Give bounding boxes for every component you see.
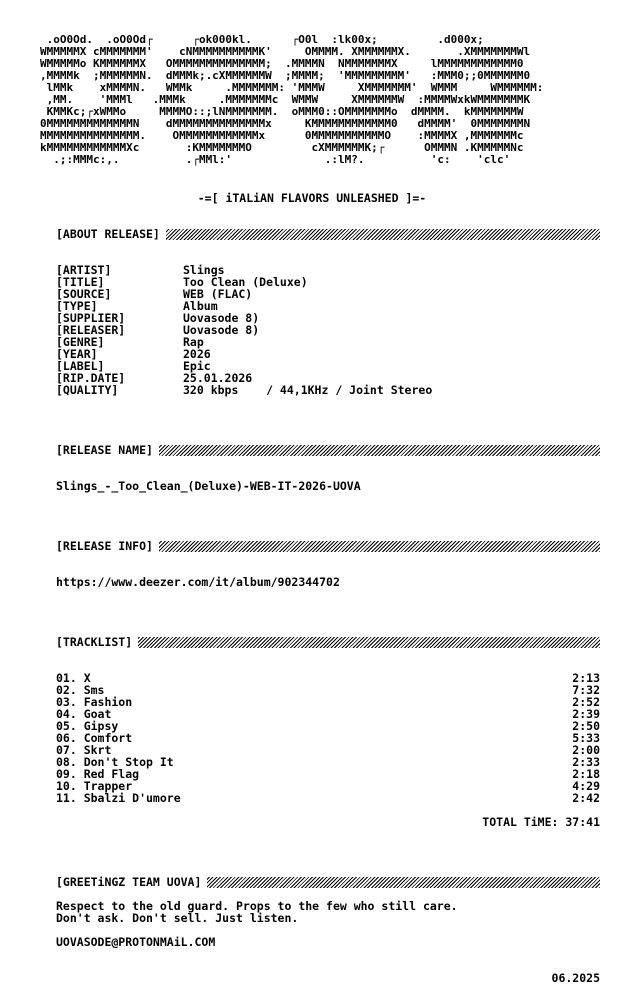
section-title-about: [ABOUT RELEASE] — [56, 227, 160, 241]
release-name-value: Slings_-_Too_Clean_(Deluxe)-WEB-IT-2026-UOVA — [56, 479, 361, 493]
logo-art-line: KMMKc;┌xWMMo MMMMO::;lNMMMMMMM. oMMM0::OMMMMMMMo dMMMM. kMMMMMMMW — [40, 105, 524, 118]
track-duration: 2:52 — [572, 695, 600, 709]
track-duration: 2:42 — [572, 791, 600, 805]
logo-art-line: .;:MMMc:,. .┌MMl:' .:lM?. 'c: 'clc' — [40, 153, 511, 166]
logo-art-lines — [40, 34, 624, 166]
about-list — [56, 264, 616, 396]
track-title: 08. Don't Stop It — [56, 755, 174, 769]
track-title: 10. Trapper — [56, 779, 133, 793]
hatch-divider — [166, 229, 600, 240]
about-key: [RIP.DATE] — [56, 371, 126, 385]
section-title-greetings: [GREETiNGZ TEAM UOVA] — [56, 875, 202, 889]
about-value: 320 kbps / 44,1KHz / Joint Stereo — [183, 383, 433, 397]
track-row — [56, 684, 600, 696]
logo-art-line: lMMk xMMMMN. WMMk .MMMMMMM: 'MMMW XMMMMMMM' WMMM WMMMMMM: — [40, 81, 544, 94]
greetings-text — [56, 900, 616, 924]
about-key: [GENRE] — [56, 335, 105, 349]
about-row — [56, 264, 616, 276]
about-row — [56, 288, 616, 300]
track-duration: 7:32 — [572, 683, 600, 697]
hatch-divider — [207, 877, 600, 888]
contact-email[interactable]: UOVASODE@PROTONMAiL.COM — [56, 935, 216, 949]
hatch-divider — [159, 541, 600, 552]
logo-art-line: .oO0Od. .oO0Od┌ ┌ok000kl. ┌O0l :lk00x; .d000x; — [40, 33, 484, 46]
about-key: [LABEL] — [56, 359, 105, 373]
track-title: 05. Gipsy — [56, 719, 119, 733]
track-row — [56, 768, 600, 780]
logo-art-line: ,MMMMk ;MMMMMMN. dMMMk;.cXMMMMMMW ;MMMM; 'MMMMMMMMM' :MMM0;;0MMMMMM0 — [40, 69, 531, 82]
logo-art-line: MMMMMMMMMMMMMMM. OMMMMMMMMMMMMx 0MMMMMMMMMMMO :MMMMX ,MMMMMMMc — [40, 129, 524, 142]
total-time: TOTAL TiME: 37:41 — [482, 815, 600, 829]
track-row — [56, 708, 600, 720]
section-header-about — [56, 227, 600, 241]
logo-art-line: kMMMMMMMMMMMMXc :KMMMMMMMO cXMMMMMMK;┌ OMMMN .KMMMMMNc — [40, 141, 524, 154]
about-key: [TYPE] — [56, 299, 98, 313]
about-value: Slings — [183, 263, 225, 277]
track-duration: 2:33 — [572, 755, 600, 769]
tagline: -=[ iTALiAN FLAVORS UNLEASHED ]=- — [197, 191, 427, 205]
section-title-release-info: [RELEASE INFO] — [56, 539, 153, 553]
track-row — [56, 720, 600, 732]
about-value: Uovasode 8) — [183, 311, 260, 325]
section-header-release-name — [56, 443, 600, 457]
track-title: 09. Red Flag — [56, 767, 140, 781]
track-duration: 2:00 — [572, 743, 600, 757]
track-duration: 2:13 — [572, 671, 600, 685]
track-title: 03. Fashion — [56, 695, 133, 709]
hatch-divider — [159, 445, 600, 456]
logo-art-line: WMMMMMX cMMMMMMM' cNMMMMMMMMMMK' OMMMM. XMMMMMMX. .XMMMMMMMWl — [40, 45, 531, 58]
about-key: [ARTIST] — [56, 263, 112, 277]
about-row — [56, 276, 616, 288]
about-value: Rap — [183, 335, 204, 349]
about-value: Album — [183, 299, 218, 313]
track-duration: 2:50 — [572, 719, 600, 733]
track-title: 06. Comfort — [56, 731, 133, 745]
about-value: 2026 — [183, 347, 211, 361]
hatch-divider — [138, 637, 600, 648]
track-row — [56, 696, 600, 708]
track-duration: 4:29 — [572, 779, 600, 793]
about-value: WEB (FLAC) — [183, 287, 253, 301]
logo-art-line: 0MMMMMMMMMMMMMN dMMMMMMMMMMMMMMx KMMMMMMMMMMMM0 dMMMM' 0MMMMMMMN — [40, 117, 531, 130]
about-key: [TITLE] — [56, 275, 105, 289]
section-header-release-info — [56, 539, 600, 553]
about-value: Too Clean (Deluxe) — [183, 275, 308, 289]
track-title: 11. Sbalzi D'umore — [56, 791, 181, 805]
about-row — [56, 324, 616, 336]
logo-art-line: WMMMMMo KMMMMMMX OMMMMMMMMMMMMMM; .MMMMN NMMMMMMMX lMMMMMMMMMMMM0 — [40, 57, 524, 70]
section-title-tracklist: [TRACKLIST] — [56, 635, 133, 649]
about-key: [YEAR] — [56, 347, 98, 361]
about-row — [56, 384, 616, 396]
track-title: 07. Skrt — [56, 743, 112, 757]
greetings-line: Respect to the old guard. Props to the few who still care. — [56, 899, 458, 913]
track-duration: 2:18 — [572, 767, 600, 781]
about-value: Epic — [183, 359, 211, 373]
about-value: 25.01.2026 — [183, 371, 253, 385]
track-title: 04. Goat — [56, 707, 112, 721]
about-value: Uovasode 8) — [183, 323, 260, 337]
track-row — [56, 792, 600, 804]
section-header-greetings — [56, 875, 600, 889]
release-date: 06.2025 — [551, 971, 600, 985]
greetings-line: Don't ask. Don't sell. Just listen. — [56, 911, 299, 925]
about-row — [56, 348, 616, 360]
about-key: [SUPPLIER] — [56, 311, 126, 325]
logo-art-line: ,MM. 'MMMl .MMMk .MMMMMMMc WMMW XMMMMMMW :MMMMWxkWMMMMMMMK — [40, 93, 531, 106]
about-key: [QUALITY] — [56, 383, 119, 397]
about-row — [56, 300, 616, 312]
tracklist — [56, 672, 600, 804]
track-duration: 5:33 — [572, 731, 600, 745]
about-key: [RELEASER] — [56, 323, 126, 337]
track-title: 01. X — [56, 671, 91, 685]
about-row — [56, 336, 616, 348]
section-header-tracklist — [56, 635, 600, 649]
section-title-release-name: [RELEASE NAME] — [56, 443, 153, 457]
about-key: [SOURCE] — [56, 287, 112, 301]
about-row — [56, 360, 616, 372]
about-row — [56, 312, 616, 324]
track-duration: 2:39 — [572, 707, 600, 721]
track-row — [56, 732, 600, 744]
track-row — [56, 672, 600, 684]
logo-ascii-art — [40, 34, 624, 166]
track-title: 02. Sms — [56, 683, 105, 697]
release-info-link[interactable]: https://www.deezer.com/it/album/902344702 — [56, 575, 340, 589]
